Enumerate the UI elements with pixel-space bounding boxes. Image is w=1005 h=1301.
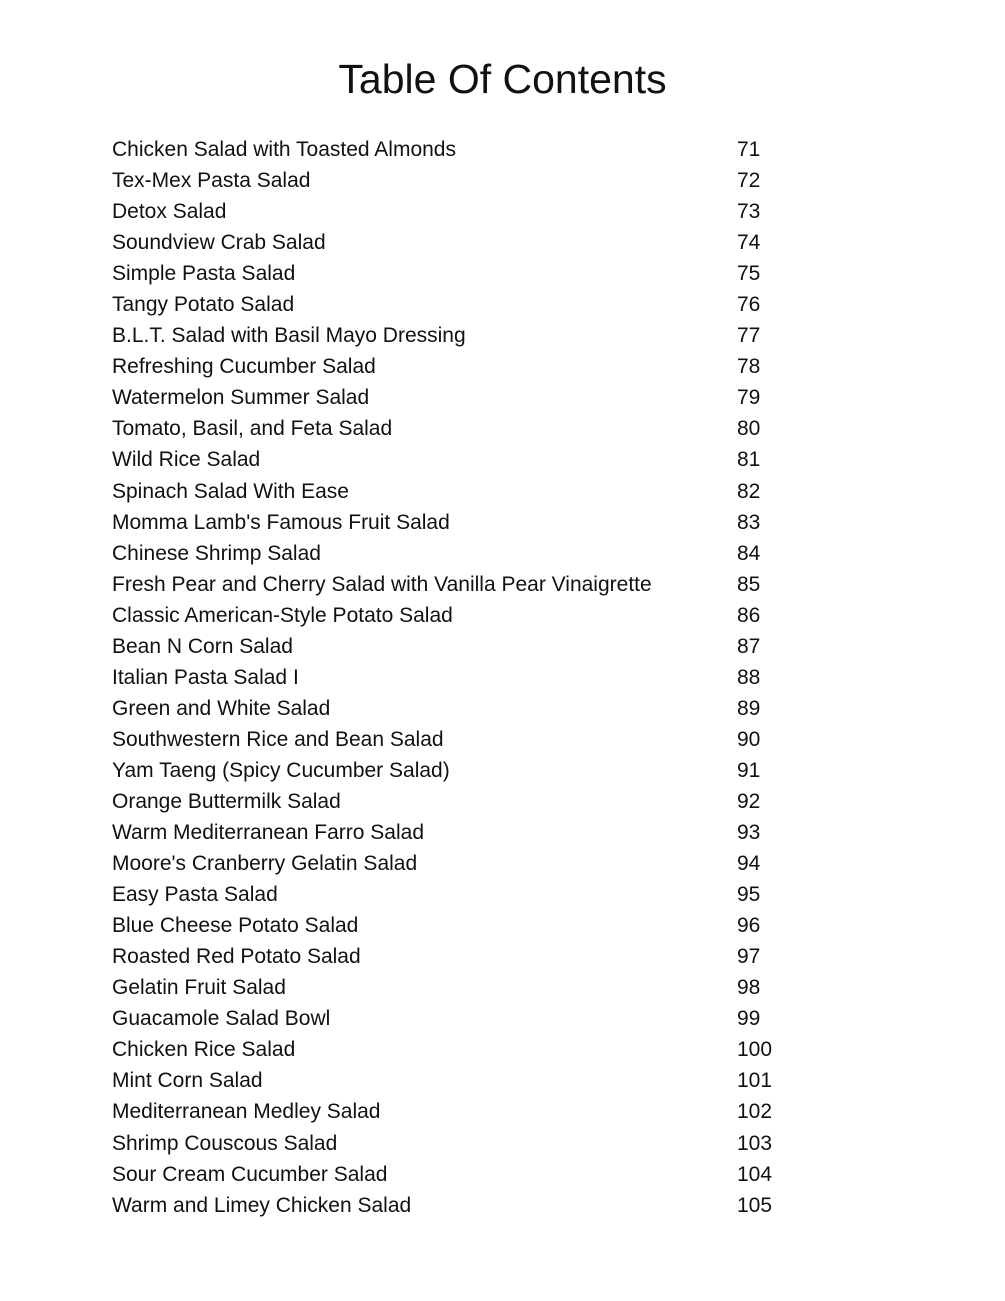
toc-entry-page-number: 100 [737, 1038, 773, 1062]
toc-entry [112, 755, 972, 786]
toc-entry [112, 879, 972, 910]
toc-entry [112, 227, 972, 258]
toc-entry-title: Warm Mediterranean Farro Salad [112, 821, 425, 845]
toc-entry-page-number: 90 [737, 727, 761, 751]
toc-entry [112, 382, 972, 413]
toc-entry-page-number: 94 [737, 852, 761, 876]
toc-entry-page-number: 86 [737, 603, 761, 627]
toc-entry-page-number: 84 [737, 541, 761, 565]
toc-entry-page-number: 72 [737, 169, 761, 193]
toc-entry-title: Wild Rice Salad [112, 448, 261, 472]
toc-entry-title: Watermelon Summer Salad [112, 386, 370, 410]
toc-entry [112, 258, 972, 289]
toc-entry-page-number: 75 [737, 262, 761, 286]
toc-entry-title: Tangy Potato Salad [112, 293, 295, 317]
toc-entry-page-number: 89 [737, 696, 761, 720]
toc-entry [112, 817, 972, 848]
toc-entry-title: Yam Taeng (Spicy Cucumber Salad) [112, 758, 450, 782]
toc-entry-title: Shrimp Couscous Salad [112, 1131, 338, 1155]
toc-entry-title: Mediterranean Medley Salad [112, 1100, 381, 1124]
toc-entry [112, 538, 972, 569]
toc-entry-title: Easy Pasta Salad [112, 883, 278, 907]
toc-entry [112, 1065, 972, 1096]
toc-entry [112, 631, 972, 662]
toc-entry-page-number: 87 [737, 634, 761, 658]
toc-entry-page-number: 103 [737, 1131, 773, 1155]
toc-entry-title: Fresh Pear and Cherry Salad with Vanilla Pear Vinaigrette [112, 572, 652, 596]
toc-entry-title: Italian Pasta Salad I [112, 665, 299, 689]
toc-entry-title: B.L.T. Salad with Basil Mayo Dressing [112, 324, 466, 348]
toc-entry-title: Tex-Mex Pasta Salad [112, 169, 311, 193]
toc-entry [112, 569, 972, 600]
toc-entry-title: Refreshing Cucumber Salad [112, 355, 376, 379]
toc-entry [112, 1003, 972, 1034]
toc-entry [112, 662, 972, 693]
toc-entry-page-number: 81 [737, 448, 761, 472]
toc-entry-page-number: 80 [737, 417, 761, 441]
toc-entry [112, 941, 972, 972]
toc-entry [112, 476, 972, 507]
toc-list [112, 134, 972, 1221]
toc-entry-page-number: 97 [737, 945, 761, 969]
toc-entry [112, 1190, 972, 1221]
toc-entry [112, 507, 972, 538]
toc-entry [112, 1096, 972, 1127]
toc-entry-title: Orange Buttermilk Salad [112, 790, 341, 813]
toc-entry-title: Detox Salad [112, 200, 227, 224]
toc-entry-title: Blue Cheese Potato Salad [112, 914, 359, 938]
toc-entry-page-number: 79 [737, 386, 761, 410]
toc-entry-title: Tomato, Basil, and Feta Salad [112, 417, 393, 441]
toc-entry-page-number: 92 [737, 790, 761, 813]
toc-entry [112, 444, 972, 475]
toc-entry-title: Mint Corn Salad [112, 1069, 263, 1093]
toc-entry-page-number: 76 [737, 293, 761, 317]
toc-entry-page-number: 99 [737, 1007, 761, 1031]
toc-entry [112, 693, 972, 724]
toc-entry-title: Southwestern Rice and Bean Salad [112, 727, 444, 751]
toc-entry-page-number: 71 [737, 138, 761, 162]
toc-entry [112, 1159, 972, 1190]
toc-entry-page-number: 85 [737, 572, 761, 596]
toc-entry-title: Bean N Corn Salad [112, 634, 293, 658]
toc-entry-page-number: 101 [737, 1069, 773, 1093]
toc-entry-page-number: 95 [737, 883, 761, 907]
toc-entry-title: Warm and Limey Chicken Salad [112, 1193, 412, 1217]
toc-entry-title: Simple Pasta Salad [112, 262, 296, 286]
toc-entry-title: Guacamole Salad Bowl [112, 1007, 331, 1031]
toc-entry-page-number: 82 [737, 479, 761, 503]
toc-entry-title: Green and White Salad [112, 696, 331, 720]
toc-entry-page-number: 104 [737, 1162, 773, 1186]
toc-entry [112, 134, 972, 165]
toc-entry [112, 848, 972, 879]
toc-entry-page-number: 96 [737, 914, 761, 938]
toc-entry-page-number: 88 [737, 665, 761, 689]
page-title: Table Of Contents [338, 56, 667, 102]
toc-entry-title: Chicken Salad with Toasted Almonds [112, 138, 456, 162]
toc-entry [112, 351, 972, 382]
toc-entry-title: Momma Lamb's Famous Fruit Salad [112, 510, 450, 534]
toc-entry-page-number: 98 [737, 976, 761, 1000]
toc-entry-page-number: 102 [737, 1100, 773, 1124]
toc-entry-page-number: 105 [737, 1193, 773, 1217]
toc-entry-page-number: 77 [737, 324, 761, 348]
toc-entry [112, 600, 972, 631]
toc-entry-title: Roasted Red Potato Salad [112, 945, 361, 969]
toc-entry-title: Spinach Salad With Ease [112, 479, 349, 503]
toc-entry [112, 413, 972, 444]
toc-entry-title: Gelatin Fruit Salad [112, 976, 286, 1000]
toc-entry-title: Chicken Rice Salad [112, 1038, 296, 1062]
toc-entry-page-number: 78 [737, 355, 761, 379]
toc-entry [112, 972, 972, 1003]
toc-entry-title: Classic American-Style Potato Salad [112, 603, 453, 627]
toc-entry-title: Moore's Cranberry Gelatin Salad [112, 852, 418, 876]
toc-entry-title: Soundview Crab Salad [112, 231, 326, 255]
toc-entry [112, 320, 972, 351]
toc-entry [112, 196, 972, 227]
toc-entry [112, 289, 972, 320]
toc-entry-page-number: 91 [737, 758, 761, 782]
toc-entry-page-number: 83 [737, 510, 761, 534]
toc-entry [112, 724, 972, 755]
toc-entry [112, 165, 972, 196]
toc-entry-title: Sour Cream Cucumber Salad [112, 1162, 388, 1186]
toc-entry [112, 910, 972, 941]
toc-entry [112, 1034, 972, 1065]
toc-entry [112, 786, 972, 817]
toc-entry-page-number: 93 [737, 821, 761, 845]
toc-entry-title: Chinese Shrimp Salad [112, 541, 321, 565]
toc-entry-page-number: 74 [737, 231, 761, 255]
toc-entry [112, 1128, 972, 1159]
toc-entry-page-number: 73 [737, 200, 761, 224]
